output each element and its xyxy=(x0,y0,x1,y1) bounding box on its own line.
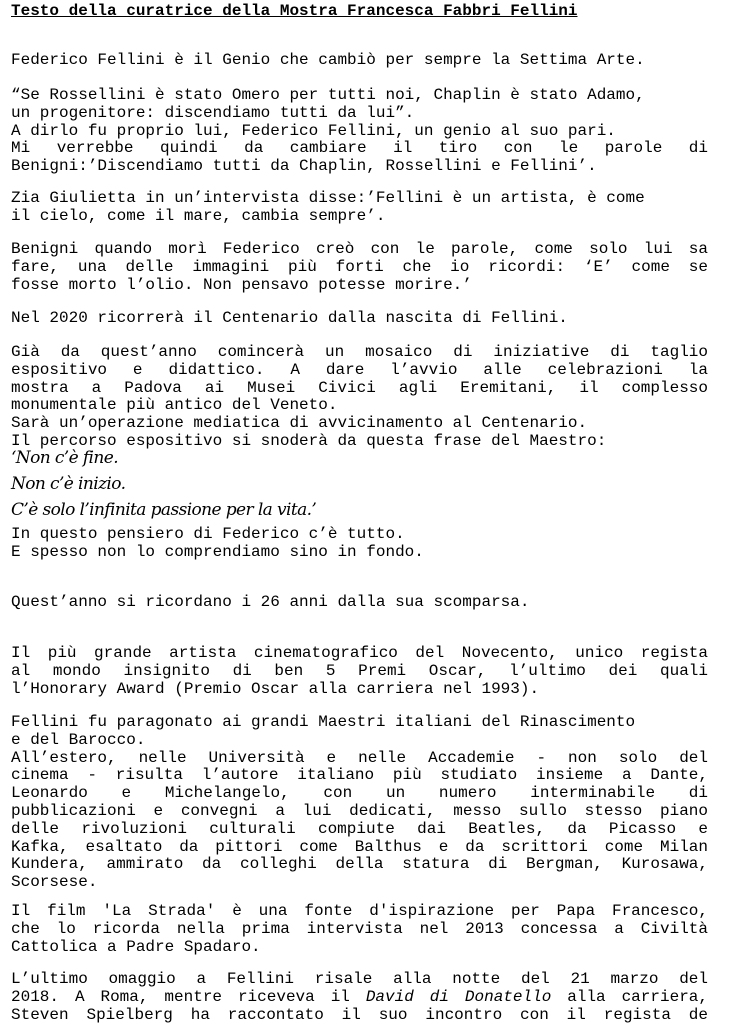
text-line: All’estero, nelle Università e nelle Accademie - non solo del xyxy=(11,748,708,767)
text-line: Steven Spielberg ha raccontato il suo incontro con il regista de xyxy=(11,1005,708,1024)
text-line: mostra a Padova ai Musei Civici agli Eremitani, il complesso xyxy=(11,378,708,397)
text-line: Sarà un’operazione mediatica di avvicinamento al Centenario. xyxy=(11,414,588,433)
text-line: che lo ricorda nella prima intervista nel 2013 concessa a Civiltà xyxy=(11,919,708,938)
text-line: A dirlo fu proprio lui, Federico Fellini, un genio al suo pari. xyxy=(11,121,616,140)
text-line: “Se Rossellini è stato Omero per tutti noi, Chaplin è stato Adamo, xyxy=(11,86,645,104)
fellini-quote xyxy=(11,450,708,528)
quote-line: Non c’è inizio. xyxy=(11,474,126,494)
text-line: delle rivoluzioni culturali compiute dai Beatles, da Picasso e xyxy=(11,819,708,838)
text-line: pubblicazioni e convegni a lui dedicati, messo sullo stesso piano xyxy=(11,801,708,820)
text-line: L’ultimo omaggio a Fellini risale alla notte del 21 marzo del xyxy=(11,970,708,988)
text-line: al mondo insignito di ben 5 Premi Oscar, l’ultimo dei quali xyxy=(11,661,708,680)
text-line: Nel 2020 ricorrerà il Centenario dalla nascita di Fellini. xyxy=(11,309,568,327)
document-title: Testo della curatrice della Mostra Francesca Fabbri Fellini xyxy=(11,2,578,20)
quote-line: ‘Non c’è fine. xyxy=(11,448,118,468)
text-line: espositivo e didattico. A dare l’avvio alle celebrazioni la xyxy=(11,360,708,379)
text-line: Federico Fellini è il Genio che cambiò per sempre la Settima Arte. xyxy=(11,51,645,69)
paragraph-12 xyxy=(11,971,708,1024)
text-line: Il film 'La Strada' è una fonte d'ispirazione per Papa Francesco, xyxy=(11,902,708,920)
text-line: fosse morto l’olio. Non pensavo potesse morire.’ xyxy=(11,275,472,294)
text-line: Il percorso espositivo si snoderà da questa frase del Maestro: xyxy=(11,431,607,450)
film-award-title: David di Donatello xyxy=(365,987,552,1006)
paragraph-3 xyxy=(11,190,708,226)
text-line: l’Honorary Award (Premio Oscar alla carriera nel 1993). xyxy=(11,679,540,698)
text-line: Kafka, esaltato da pittori come Balthus e da scrittori come Milan xyxy=(11,837,708,856)
text-line: Fellini fu paragonato ai grandi Maestri italiani del Rinascimento xyxy=(11,713,636,731)
text-line: Cattolica a Padre Spadaro. xyxy=(11,937,261,956)
paragraph-4 xyxy=(11,241,708,294)
text-line: Quest’anno si ricordano i 26 anni dalla sua scomparsa. xyxy=(11,593,530,611)
text-line: Kundera, ammirato da colleghi della statura di Bergman, Kurosawa, xyxy=(11,855,708,874)
text-line: Benigni quando morì Federico creò con le parole, come solo lui sa xyxy=(11,240,708,258)
text-line xyxy=(11,989,708,1007)
paragraph-7 xyxy=(11,526,708,562)
text-line: e del Barocco. xyxy=(11,730,146,749)
quote-line: C’è solo l’infinita passione per la vita.’ xyxy=(11,500,317,520)
text-line: E spesso non lo comprendiamo sino in fondo. xyxy=(11,542,424,561)
text-line: monumentale più antico del Veneto. xyxy=(11,396,338,415)
text-line: Il più grande artista cinematografico del Novecento, unico regista xyxy=(11,644,708,662)
text-fragment: 2018. A Roma, mentre riceveva il xyxy=(11,987,366,1006)
text-line: Benigni:’Discendiamo tutti da Chaplin, Rossellini e Fellini’. xyxy=(11,157,597,176)
paragraph-11 xyxy=(11,903,708,956)
paragraph-6 xyxy=(11,344,708,451)
paragraph-9 xyxy=(11,645,708,698)
text-line: Leonardo e Michelangelo, con un numero interminabile di xyxy=(11,784,708,803)
paragraph-1 xyxy=(11,52,708,70)
text-line: un progenitore: discendiamo tutti da lui”. xyxy=(11,103,415,122)
text-line: Zia Giulietta in un’intervista disse:’Fellini è un artista, è come xyxy=(11,189,645,207)
text-line: il cielo, come il mare, cambia sempre’. xyxy=(11,206,386,225)
text-line: Mi verrebbe quindi da cambiare il tiro con le parole di xyxy=(11,139,708,158)
text-line: Scorsese. xyxy=(11,873,98,892)
text-line: fare, una delle immagini più forti che io ricordi: ‘E’ come se xyxy=(11,257,708,276)
paragraph-5 xyxy=(11,310,708,328)
text-line: In questo pensiero di Federico c’è tutto. xyxy=(11,525,405,543)
paragraph-8 xyxy=(11,594,708,612)
text-line: Già da quest’anno comincerà un mosaico di iniziative di taglio xyxy=(11,343,708,361)
text-fragment: alla carriera, xyxy=(551,987,708,1006)
paragraph-10 xyxy=(11,714,708,892)
text-line: cinema - risulta l’autore italiano più studiato insieme a Dante, xyxy=(11,766,708,785)
paragraph-2 xyxy=(11,87,708,176)
